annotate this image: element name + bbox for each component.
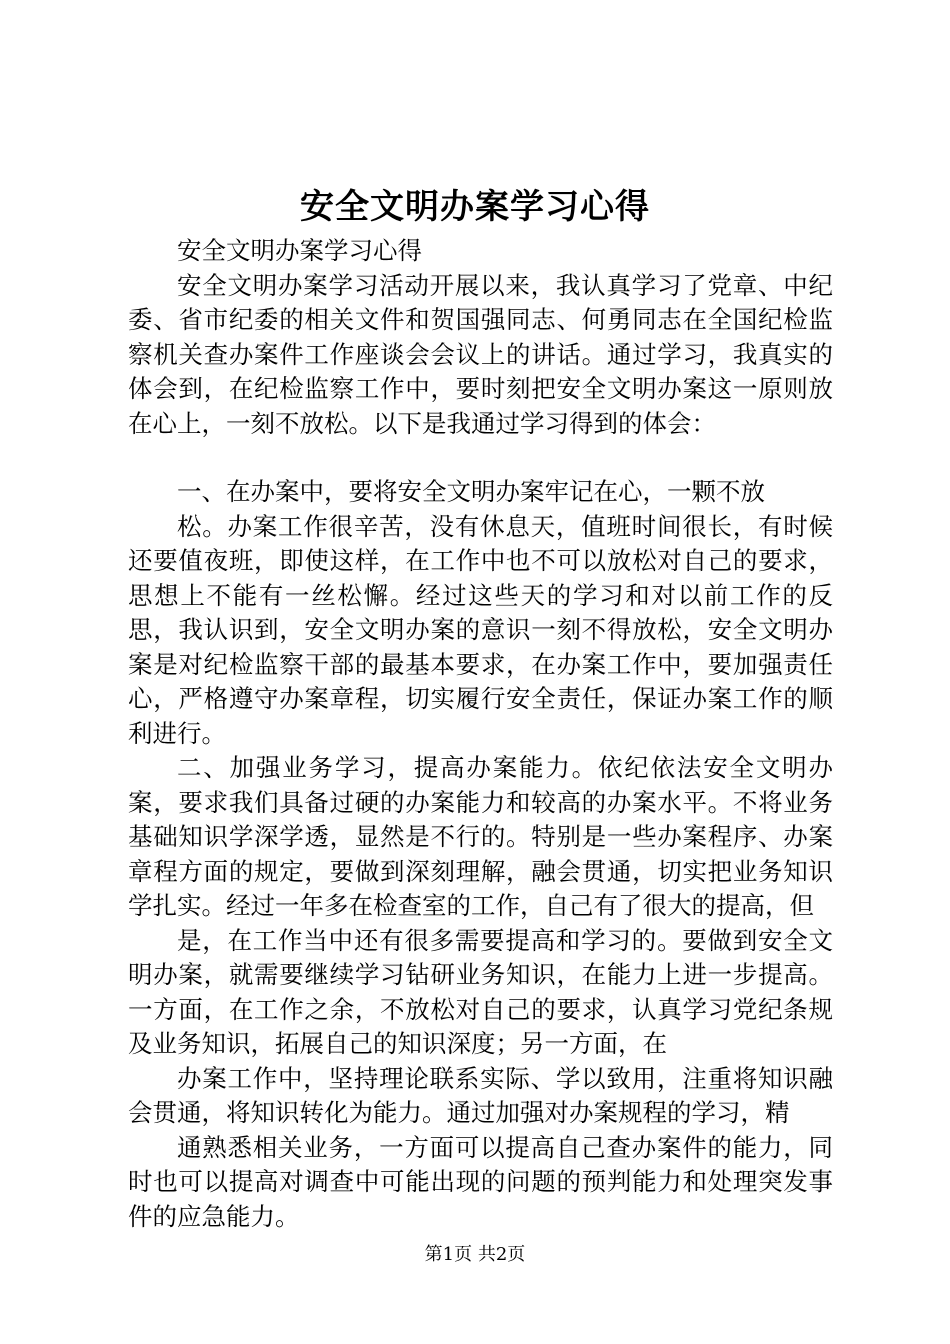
page-number: 第1页 共2页	[424, 1244, 526, 1265]
paragraph-section-one-body: 松。办案工作很辛苦，没有休息天，值班时间很长，有时候还要值夜班，即使这样，在工作中也不可以放松对自己的要求，思想上不能有一丝松懈。经过这些天的学习和对以前工作的反思，我认识到，安全文明办案的意识一刻不得放松，安全文明办案是对纪检监察干部的最基本要求，在办案工作中，要加强责任心，严格遵守办案章程，切实履行安全责任，保证办案工作的顺利进行。	[128, 511, 833, 748]
paragraph-intro: 安全文明办案学习活动开展以来，我认真学习了党章、中纪委、省市纪委的相关文件和贺国强同志、何勇同志在全国纪检监察机关查办案件工作座谈会会议上的讲话。通过学习，我真实的体会到，在纪检监察工作中，要时刻把安全文明办案这一原则放在心上，一刻不放松。以下是我通过学习得到的体会：	[128, 270, 833, 438]
paragraph-section-two-closing: 通熟悉相关业务，一方面可以提高自己查办案件的能力，同时也可以提高对调查中可能出现的问题的预判能力和处理突发事件的应急能力。	[128, 1132, 833, 1231]
document-title: 安全文明办案学习心得	[300, 187, 650, 227]
document-body	[128, 234, 833, 1234]
paragraph-section-two-continued: 是，在工作当中还有很多需要提高和学习的。要做到安全文明办案，就需要继续学习钻研业务知识，在能力上进一步提高。一方面，在工作之余，不放松对自己的要求，认真学习党纪条规及业务知识，拓展自己的知识深度；另一方面，在	[128, 925, 833, 1058]
paragraph-section-two-practice: 办案工作中，坚持理论联系实际、学以致用，注重将知识融会贯通，将知识转化为能力。通过加强对办案规程的学习，精	[128, 1063, 833, 1127]
paragraph-section-one-heading: 一、在办案中，要将安全文明办案牢记在心，一颗不放	[177, 477, 765, 506]
paragraph-subtitle: 安全文明办案学习心得	[177, 236, 422, 265]
paragraph-section-two-body: 二、加强业务学习，提高办案能力。依纪依法安全文明办案，要求我们具备过硬的办案能力和较高的办案水平。不将业务基础知识学深学透，显然是不行的。特别是一些办案程序、办案章程方面的规定，要做到深刻理解，融会贯通，切实把业务知识学扎实。经过一年多在检查室的工作，自己有了很大的提高，但	[128, 753, 833, 920]
